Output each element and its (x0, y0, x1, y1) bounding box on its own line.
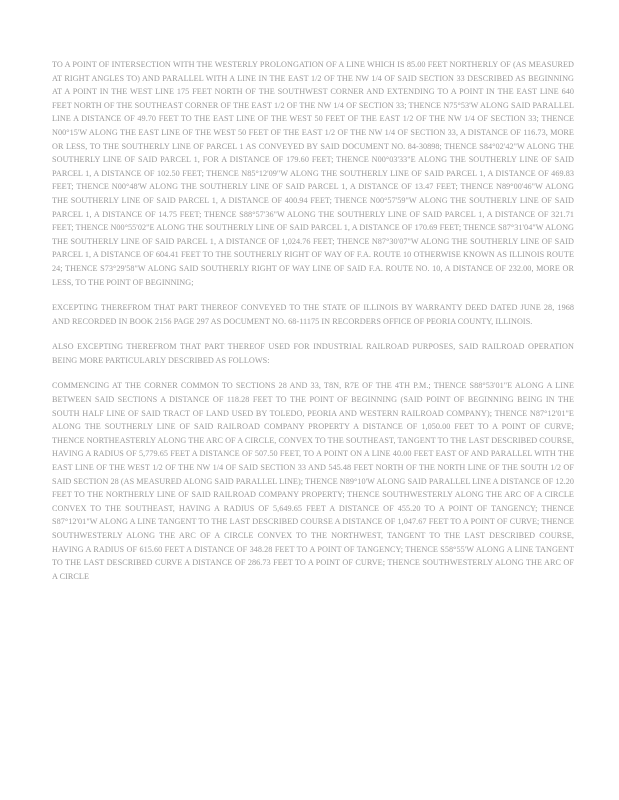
description-paragraph-1: TO A POINT OF INTERSECTION WITH THE WESTERLY PROLONGATION OF A LINE WHICH IS 85.00 FEET NORTHERLY OF (AS MEASURED AT RIGHT ANGLES TO) AND PARALLEL WITH A LINE IN THE EAST 1/2 OF THE NW 1/4 OF SAID SECTION 33 DESCRIBED AS BEGINNING AT A POINT IN THE WEST LINE 175 FEET NORTH OF THE SOUTHWEST CORNER AND EXTENDING TO A POINT IN THE EAST LINE 640 FEET NORTH OF THE SOUTHEAST CORNER OF THE EAST 1/2 OF THE NW 1/4 OF SECTION 33; THENCE N75°53'W ALONG SAID PARALLEL LINE A DISTANCE OF 49.70 FEET TO THE EAST LINE OF THE WEST 50 FEET OF THE EAST 1/2 OF THE NW 1/4 OF SECTION 33; THENCE N00°15'W ALONG THE EAST LINE OF THE WEST 50 FEET OF THE EAST 1/2 OF THE NW 1/4 OF SECTION 33, A DISTANCE OF 116.73, MORE OR LESS, TO THE SOUTHERLY LINE OF PARCEL 1 AS CONVEYED BY SAID DOCUMENT NO. 84-30898; THENCE S84°02'42"W ALONG THE SOUTHERLY LINE OF SAID PARCEL 1, FOR A DISTANCE OF 179.60 FEET; THENCE N00°03'33"E ALONG THE SOUTHERLY LINE OF SAID PARCEL 1, A DISTANCE OF 102.50 FEET; THENCE N85°12'09"W ALONG THE SOUTHERLY LINE OF SAID PARCEL 1, A DISTANCE OF 469.83 FEET; THENCE N00°48'W ALONG THE SOUTHERLY LINE OF SAID PARCEL 1, A DISTANCE OF 13.47 FEET; THENCE N89°00'46"W ALONG THE SOUTHERLY LINE OF SAID PARCEL 1, A DISTANCE OF 400.94 FEET; THENCE N00°57'59"W ALONG THE SOUTHERLY LINE OF SAID PARCEL 1, A DISTANCE OF 14.75 FEET; THENCE S88°57'36"W ALONG THE SOUTHERLY LINE OF SAID PARCEL 1, A DISTANCE OF 321.71 FEET; THENCE N00°55'02"E ALONG THE SOUTHERLY LINE OF SAID PARCEL 1, A DISTANCE OF 170.69 FEET; THENCE S87°31'04"W ALONG THE SOUTHERLY LINE OF SAID PARCEL 1, A DISTANCE OF 1,024.76 FEET; THENCE N87°30'07"W ALONG THE SOUTHERLY LINE OF SAID PARCEL 1, A DISTANCE OF 604.41 FEET TO THE SOUTHERLY RIGHT OF WAY OF F.A. ROUTE 10 OTHERWISE KNOWN AS ILLINOIS ROUTE 24; THENCE S73°29'58"W ALONG SAID SOUTHERLY RIGHT OF WAY LINE OF SAID F.A. ROUTE NO. 10, A DISTANCE OF 232.00, MORE OR LESS, TO THE POINT OF BEGINNING; (52, 60, 574, 287)
exception-paragraph-2: ALSO EXCEPTING THEREFROM THAT PART THEREOF USED FOR INDUSTRIAL RAILROAD PURPOSES, SAID RAILROAD OPERATION BEING MORE PARTICULARLY DESCRIBED AS FOLLOWS: (52, 342, 574, 365)
railroad-description-paragraph: COMMENCING AT THE CORNER COMMON TO SECTIONS 28 AND 33, T8N, R7E OF THE 4TH P.M.; THENCE S88°53'01"E ALONG A LINE BETWEEN SAID SECTIONS A DISTANCE OF 118.28 FEET TO THE POINT OF BEGINNING (SAID POINT OF BEGINNING BEING IN THE SOUTH HALF LINE OF SAID TRACT OF LAND USED BY TOLEDO, PEORIA AND WESTERN RAILROAD COMPANY); THENCE N87°12'01"E ALONG THE SOUTHERLY LINE OF SAID RAILROAD COMPANY PROPERTY A DISTANCE OF 1,050.00 FEET TO A POINT OF CURVE; THENCE NORTHEASTERLY ALONG THE ARC OF A CIRCLE, CONVEX TO THE SOUTHEAST, TANGENT TO THE LAST DESCRIBED COURSE, HAVING A RADIUS OF 5,779.65 FEET A DISTANCE OF 507.50 FEET, TO A POINT ON A LINE 40.00 FEET EAST OF AND PARALLEL WITH THE EAST LINE OF THE WEST 1/2 OF THE NW 1/4 OF SAID SECTION 33 AND 545.48 FEET NORTH OF THE NORTH LINE OF THE SOUTH 1/2 OF SAID SECTION 28 (AS MEASURED ALONG SAID PARALLEL LINE); THENCE N89°10'W ALONG SAID PARALLEL LINE A DISTANCE OF 12.20 FEET TO THE NORTHERLY LINE OF SAID RAILROAD COMPANY PROPERTY; THENCE SOUTHWESTERLY ALONG THE ARC OF A CIRCLE CONVEX TO THE SOUTHEAST, HAVING A RADIUS OF 5,649.65 FEET A DISTANCE OF 455.20 TO A POINT OF TANGENCY; THENCE S87°12'01"W ALONG A LINE TANGENT TO THE LAST DESCRIBED COURSE A DISTANCE OF 1,047.67 FEET TO A POINT OF CURVE; THENCE SOUTHWESTERLY ALONG THE ARC OF A CIRCLE CONVEX TO THE NORTHWEST, TANGENT TO THE LAST DESCRIBED COURSE, HAVING A RADIUS OF 615.60 FEET A DISTANCE OF 348.28 FEET TO A POINT OF TANGENCY; THENCE S58°55'W ALONG A LINE TANGENT TO THE LAST DESCRIBED CURVE A DISTANCE OF 286.73 FEET TO A POINT OF CURVE; THENCE SOUTHWESTERLY ALONG THE ARC OF A CIRCLE (52, 381, 574, 581)
legal-description-page (52, 58, 574, 595)
exception-paragraph-1: EXCEPTING THEREFROM THAT PART THEREOF CONVEYED TO THE STATE OF ILLINOIS BY WARRANTY DEED DATED JUNE 28, 1968 AND RECORDED IN BOOK 2156 PAGE 297 AS DOCUMENT NO. 68-11175 IN RECORDERS OFFICE OF PEORIA COUNTY, ILLINOIS. (52, 303, 574, 326)
